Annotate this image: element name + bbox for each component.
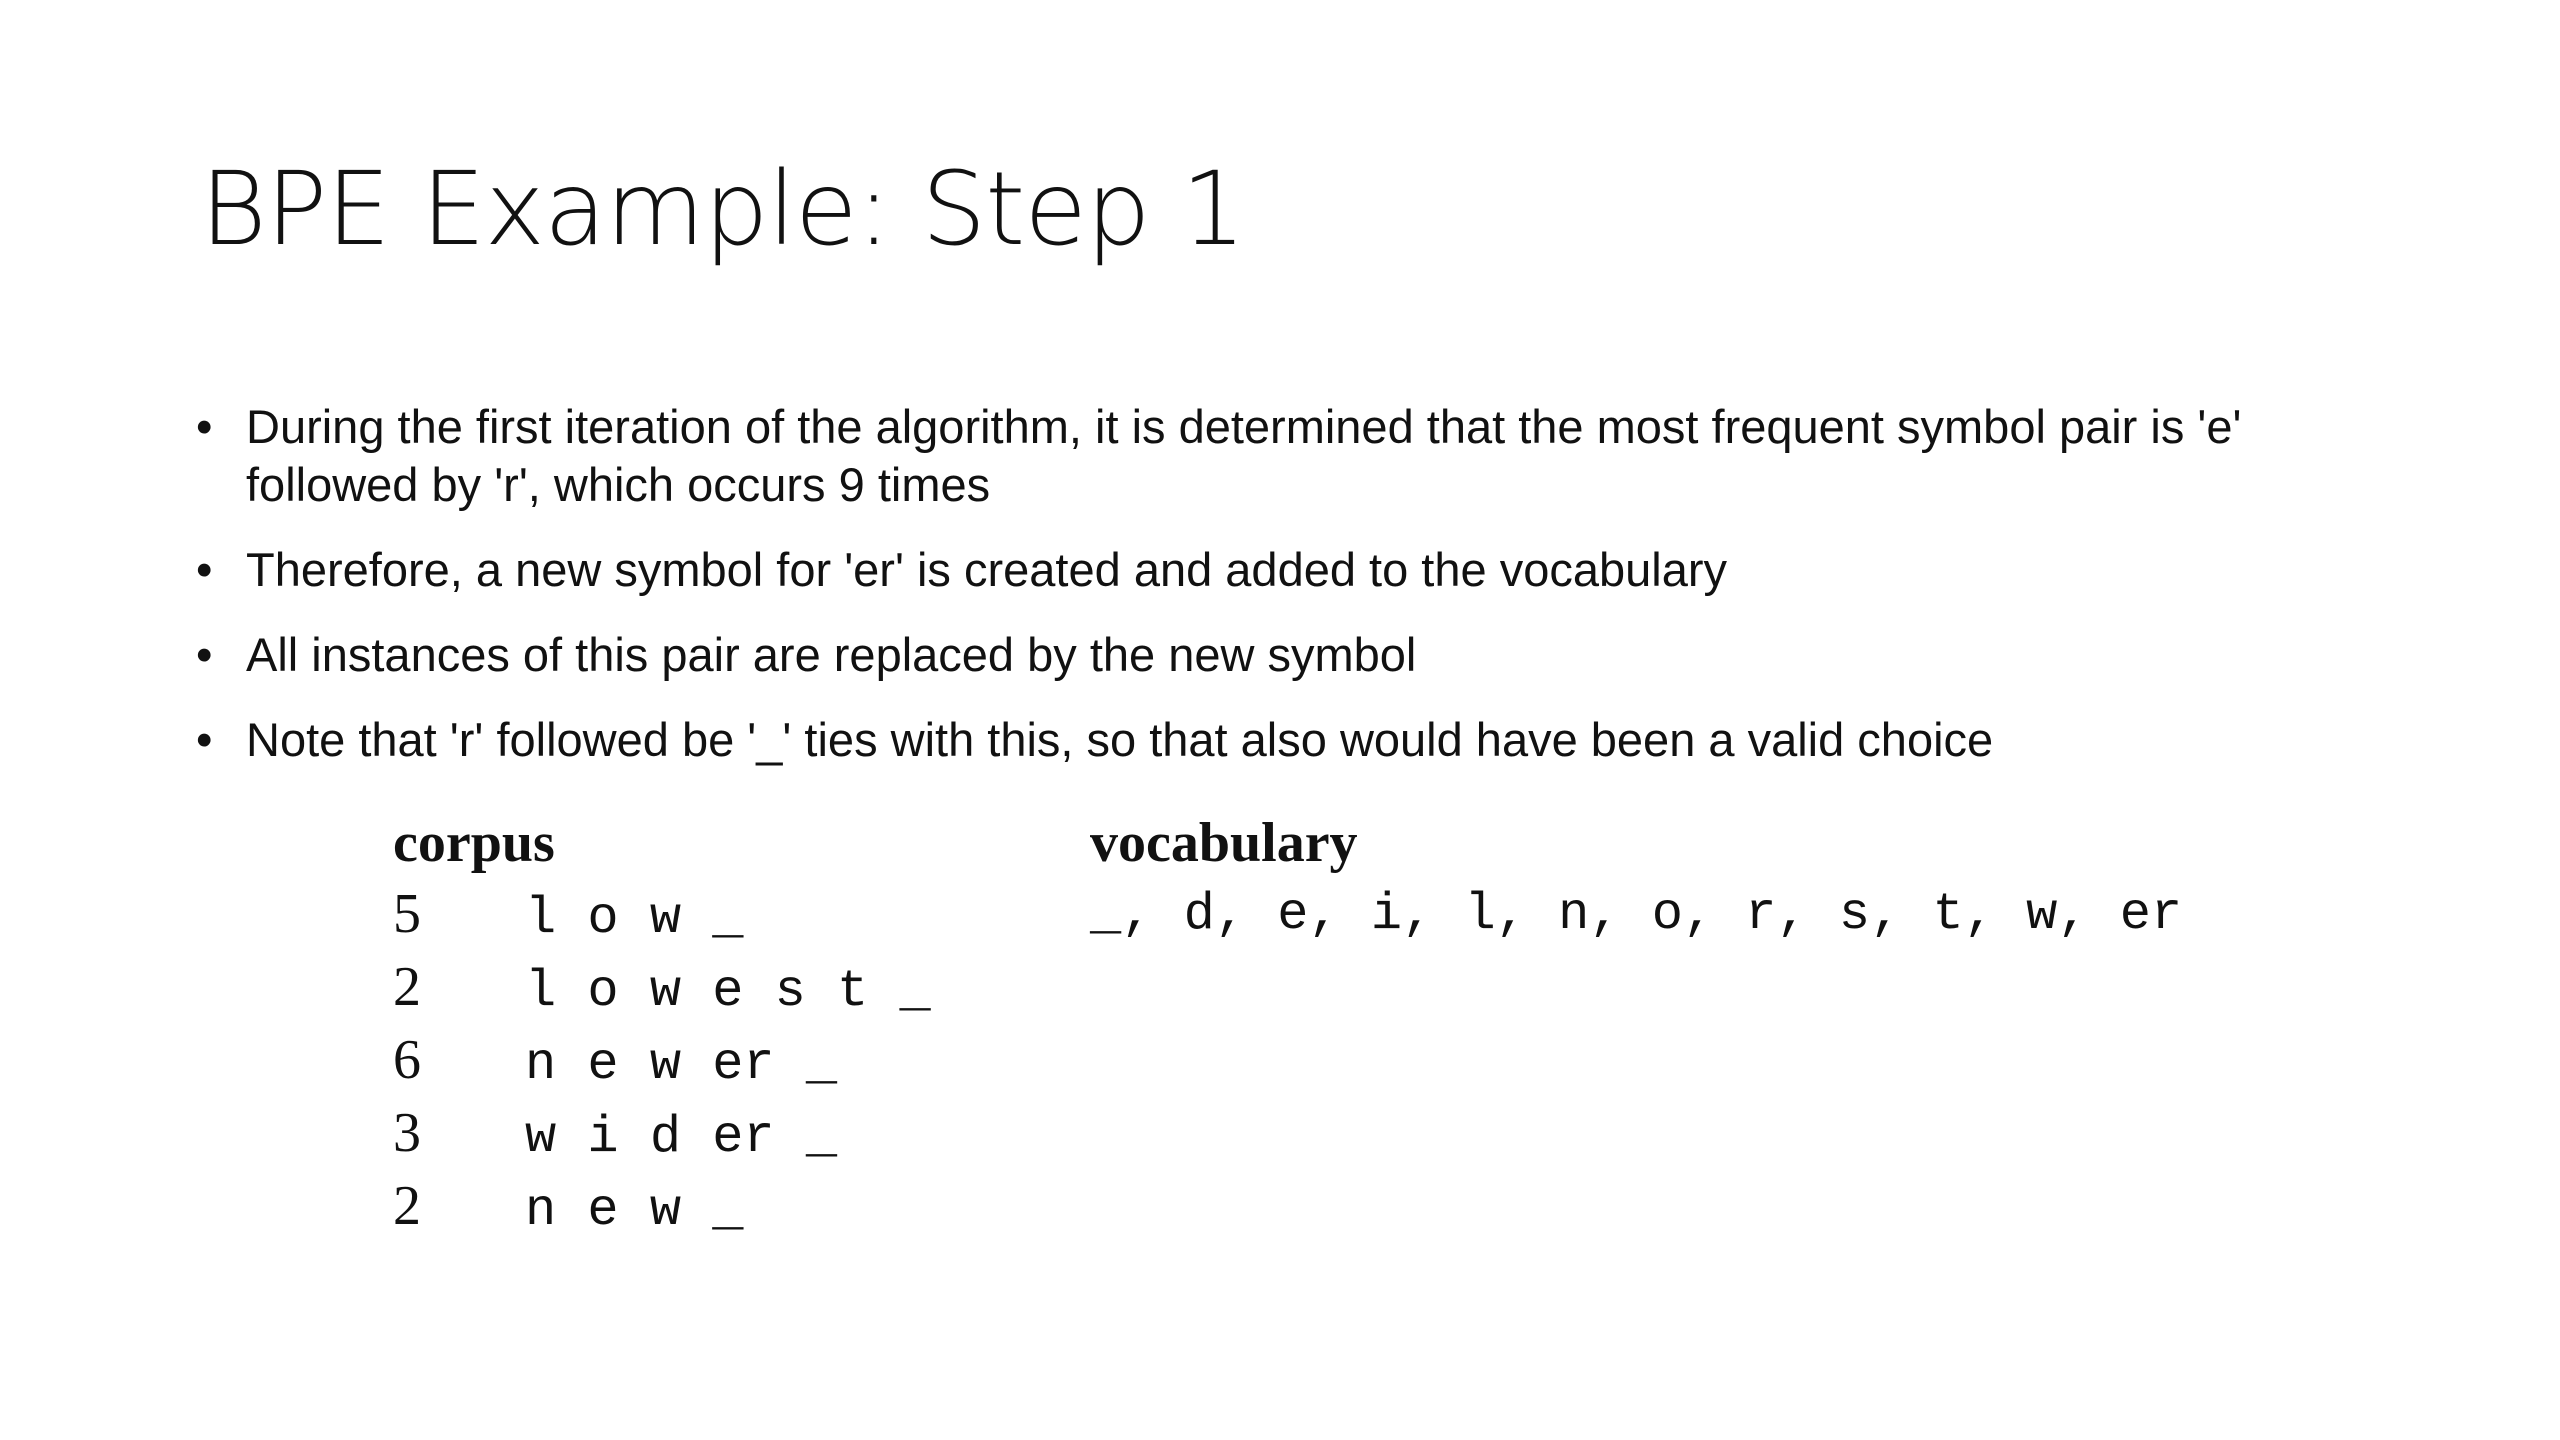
vocabulary-heading: vocabulary <box>1090 812 1358 874</box>
bullet-item <box>196 541 2396 599</box>
corpus-block <box>393 808 931 1243</box>
bullet-list <box>196 398 2396 796</box>
vocabulary-block <box>1090 808 2182 951</box>
bullet-text: During the first iteration of the algorithm, it is determined that the most frequent symbol pair is 'e' followed by 'r', which occurs 9 times <box>246 400 2242 511</box>
bullet-text: Therefore, a new symbol for 'er' is created and added to the vocabulary <box>246 543 1727 596</box>
corpus-count: 5 <box>393 883 421 945</box>
bullet-icon: • <box>196 628 213 681</box>
corpus-row <box>393 878 931 951</box>
corpus-heading: corpus <box>393 812 555 874</box>
bullet-item <box>196 626 2396 684</box>
bullet-icon: • <box>196 543 213 596</box>
corpus-symbols: l o w _ <box>525 889 744 948</box>
corpus-symbols: n e w _ <box>525 1181 744 1240</box>
bullet-item <box>196 711 2396 769</box>
corpus-row <box>393 1097 931 1170</box>
bullet-icon: • <box>196 400 213 453</box>
corpus-count: 2 <box>393 956 421 1018</box>
slide-title: BPE Example: Step 1 <box>200 150 1246 269</box>
corpus-symbols: w i d er _ <box>525 1108 838 1167</box>
corpus-count: 3 <box>393 1102 421 1164</box>
vocabulary-list: _, d, e, i, l, n, o, r, s, t, w, er <box>1090 885 2183 944</box>
bullet-text: All instances of this pair are replaced by the new symbol <box>246 628 1417 681</box>
bullet-text: Note that 'r' followed be '_' ties with this, so that also would have been a valid choice <box>246 713 1994 766</box>
corpus-symbols: n e w er _ <box>525 1035 838 1094</box>
corpus-symbols: l o w e s t _ <box>525 962 931 1021</box>
corpus-count: 6 <box>393 1029 421 1091</box>
bullet-icon: • <box>196 713 213 766</box>
corpus-row <box>393 1170 931 1243</box>
corpus-row <box>393 951 931 1024</box>
corpus-row <box>393 1024 931 1097</box>
corpus-count: 2 <box>393 1175 421 1237</box>
bullet-item <box>196 398 2396 514</box>
